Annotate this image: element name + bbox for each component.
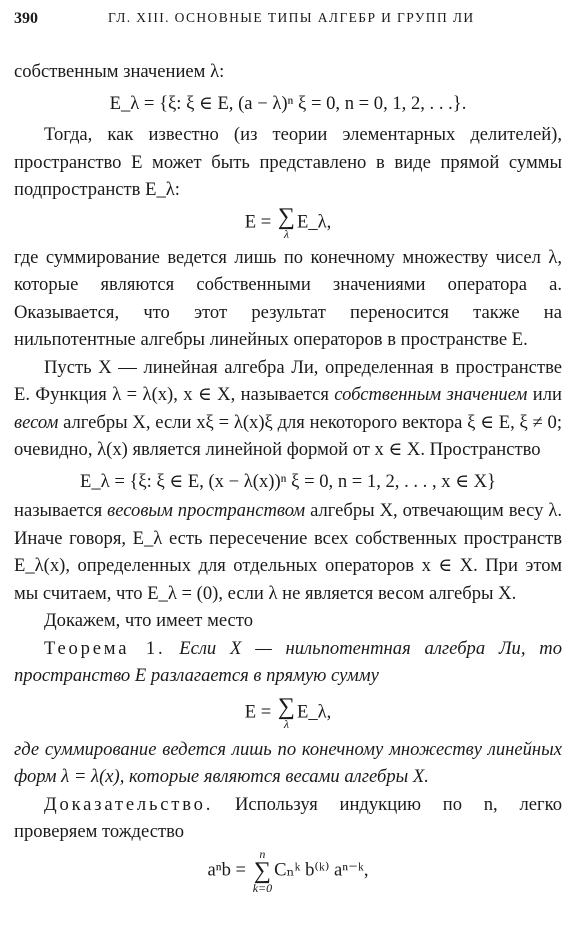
page-number: 390 xyxy=(14,10,38,27)
sum-upper-limit: n xyxy=(259,846,266,861)
summation xyxy=(277,693,295,731)
text-run: Пусть X — линейная алгебра Ли, определенная в пространстве E. Функция λ = λ(x), x ∈ X, называется xyxy=(14,356,562,405)
emphasis: весовым пространством xyxy=(107,500,306,521)
proof xyxy=(14,791,562,846)
formula-weight-space: E_λ = {ξ: ξ ∈ E, (x − λ(x))ⁿ ξ = 0, n = 1, 2, . . . , x ∈ X} xyxy=(80,470,496,492)
sum-sign: ∑ xyxy=(277,203,295,230)
emphasis: весом xyxy=(14,411,59,433)
formula-lhs: E = xyxy=(244,210,276,232)
running-title: ГЛ. XIII. ОСНОВНЫЕ ТИПЫ АЛГЕБР И ГРУПП ЛИ xyxy=(108,10,475,25)
theorem xyxy=(14,635,562,690)
formula-rhs: E_λ, xyxy=(296,700,332,722)
text-run: алгебры X, отвечающим весу λ. Иначе говоря, E_λ есть пересечение всех собственных пространств E_λ(x), определенных для отдельных операторов x ∈ X. При этом мы считаем, что E_λ = (0), если λ не является весом алгебры X. xyxy=(14,500,562,604)
formula-eigenspace: E_λ = {ξ: ξ ∈ E, (a − λ)ⁿ ξ = 0, n = 0, 1, 2, . . .}. xyxy=(109,92,467,114)
formula-direct-sum xyxy=(14,203,562,241)
page-body xyxy=(14,58,562,894)
summation xyxy=(277,203,295,241)
text-line: собственным значением λ: xyxy=(14,61,225,82)
sum-index: λ xyxy=(283,716,290,731)
formula-lhs: aⁿb = xyxy=(207,858,251,880)
theorem-continuation: где суммирование ведется лишь по конечному множеству линейных форм λ = λ(x), которые являются весами алгебры X. xyxy=(14,738,562,787)
text-run: или xyxy=(527,384,562,405)
theorem-statement: Если X — нильпотентная алгебра Ли, то пространство E разлагается в прямую сумму xyxy=(14,637,563,686)
formula-rhs: E_λ, xyxy=(296,210,332,232)
paragraph: Тогда, как известно (из теории элементарных делителей), пространство E может быть представлено в виде прямой суммы подпространств E_λ: xyxy=(14,124,562,200)
formula-rhs: Cₙᵏ b⁽ᵏ⁾ aⁿ⁻ᵏ, xyxy=(274,858,369,880)
text-run: называется xyxy=(14,500,108,521)
text-run: алгебры X, если xξ = λ(x)ξ для некоторого вектора ξ ∈ E, ξ ≠ 0; очевидно, λ(x) является линейной формой от x ∈ X. Пространство xyxy=(14,411,562,460)
proof-text: Используя индукцию по n, легко проверяем тождество xyxy=(14,793,562,842)
paragraph: Докажем, что имеет место xyxy=(44,610,253,631)
sum-sign: ∑ xyxy=(277,693,295,720)
summation xyxy=(253,848,272,894)
formula-binomial-identity xyxy=(14,848,562,894)
formula-weight-decomposition xyxy=(14,693,562,731)
theorem-label: Теорема 1. xyxy=(44,637,166,659)
formula-lhs: E = xyxy=(244,700,276,722)
paragraph xyxy=(14,497,562,607)
sum-index: λ xyxy=(283,226,290,241)
proof-label: Доказательство. xyxy=(44,793,214,815)
emphasis: собственным значением xyxy=(334,384,528,405)
sum-lower-limit: k=0 xyxy=(252,880,273,895)
sum-sign: ∑ xyxy=(253,857,271,884)
paragraph: где суммирование ведется лишь по конечному множеству чисел λ, которые являются собственными значениями оператора a. Оказывается, что этот результат переносится также на нильпотентные алгебры линейных операторов в пространстве E. xyxy=(14,246,562,350)
paragraph-definition xyxy=(14,354,562,464)
